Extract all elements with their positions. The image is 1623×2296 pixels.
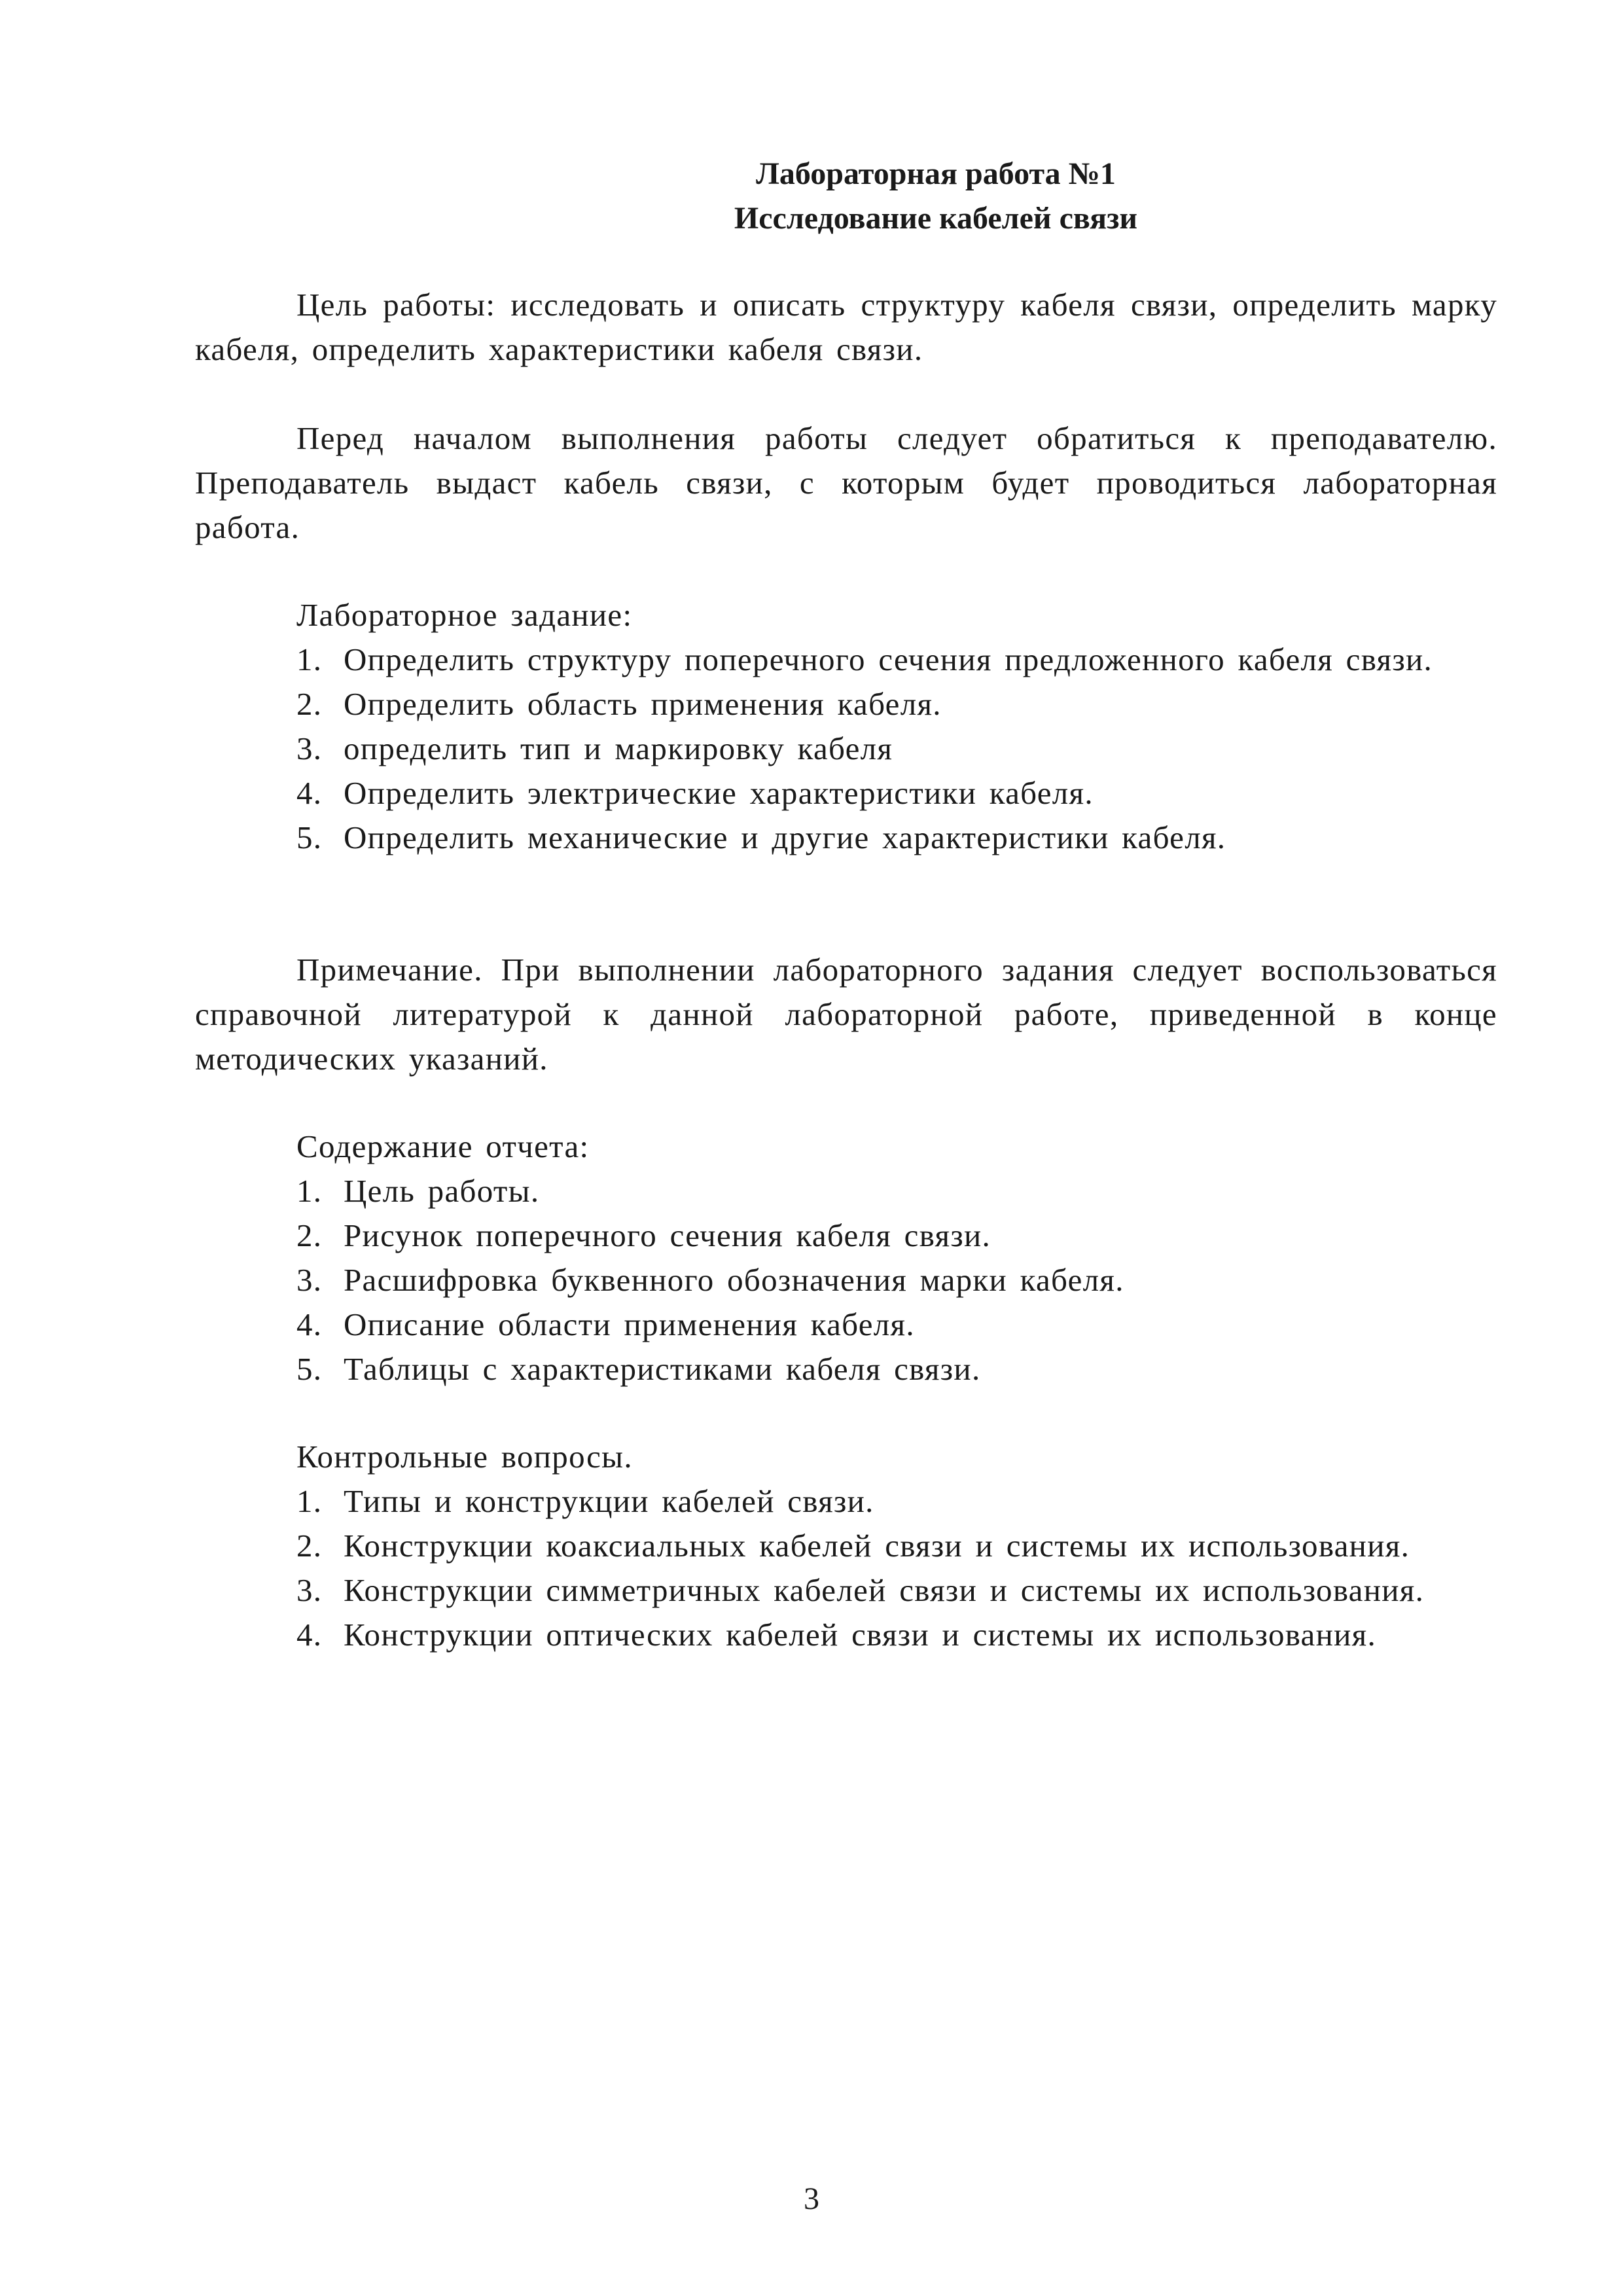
report-item [195,1169,1497,1213]
question-item [195,1568,1497,1613]
task-item-text: Определить структуру поперечного сечения предложенного кабеля связи. [344,641,1433,677]
report-item-text: Цель работы. [344,1173,540,1209]
task-item [195,771,1497,816]
question-item-text: Типы и конструкции кабелей связи. [344,1483,874,1519]
question-item-text: Конструкции оптических кабелей связи и системы их использования. [344,1617,1377,1653]
task-item-number: 1. [296,641,323,677]
report-item-text: Рисунок поперечного сечения кабеля связи. [344,1217,991,1253]
task-item-text: Определить электрические характеристики кабеля. [344,775,1094,811]
goal-section [195,283,1497,372]
question-item-number: 1. [296,1483,323,1519]
report-item-number: 1. [296,1173,323,1209]
report-item-number: 3. [296,1262,323,1298]
report-item [195,1302,1497,1347]
report-heading: Содержание отчета: [296,1128,590,1164]
note-section [195,948,1497,1081]
question-item-number: 2. [296,1528,323,1564]
task-item-number: 4. [296,775,323,811]
question-item-text: Конструкции коаксиальных кабелей связи и системы их использования. [344,1528,1410,1564]
task-item [195,726,1497,771]
report-item [195,1347,1497,1391]
intro-section [195,416,1497,550]
report-item-number: 5. [296,1351,323,1387]
task-item-number: 2. [296,686,323,722]
task-heading: Лабораторное задание: [296,597,633,633]
question-item-number: 4. [296,1617,323,1653]
report-item [195,1213,1497,1258]
task-item-number: 5. [296,819,323,855]
task-item [195,682,1497,726]
question-item [195,1613,1497,1657]
note-paragraph: Примечание. При выполнении лабораторного задания следует воспользоваться справочной литературой к данной лабораторной работе, приведенной в конце методических указаний. [195,952,1497,1077]
task-item-text: определить тип и маркировку кабеля [344,730,893,766]
page-number: 3 [804,2181,819,2216]
questions-section [195,1435,1497,1657]
report-item-text: Описание области применения кабеля. [344,1306,915,1342]
question-item [195,1479,1497,1524]
question-item [195,1524,1497,1568]
task-item-text: Определить механические и другие характеристики кабеля. [344,819,1226,855]
question-item-text: Конструкции симметричных кабелей связи и системы их использования. [344,1572,1425,1608]
report-item-number: 4. [296,1306,323,1342]
questions-heading: Контрольные вопросы. [296,1439,633,1475]
report-item [195,1258,1497,1302]
intro-paragraph: Перед началом выполнения работы следует обратиться к преподавателю. Преподаватель выдаст кабель связи, с которым будет проводиться лабораторная работа. [195,420,1497,545]
report-section [195,1124,1497,1391]
report-item-text: Таблицы с характеристиками кабеля связи. [344,1351,981,1387]
title-block [654,152,1217,241]
task-item [195,816,1497,860]
report-item-number: 2. [296,1217,323,1253]
goal-paragraph: Цель работы: исследовать и описать структуру кабеля связи, определить марку кабеля, определить характеристики кабеля связи. [195,287,1497,367]
report-item-text: Расшифровка буквенного обозначения марки кабеля. [344,1262,1124,1298]
title-line-2: Исследование кабелей связи [734,201,1138,236]
title-line-1: Лабораторная работа №1 [756,156,1116,191]
question-item-number: 3. [296,1572,323,1608]
task-section [195,593,1497,860]
task-item-number: 3. [296,730,323,766]
task-item [195,637,1497,682]
task-item-text: Определить область применения кабеля. [344,686,942,722]
